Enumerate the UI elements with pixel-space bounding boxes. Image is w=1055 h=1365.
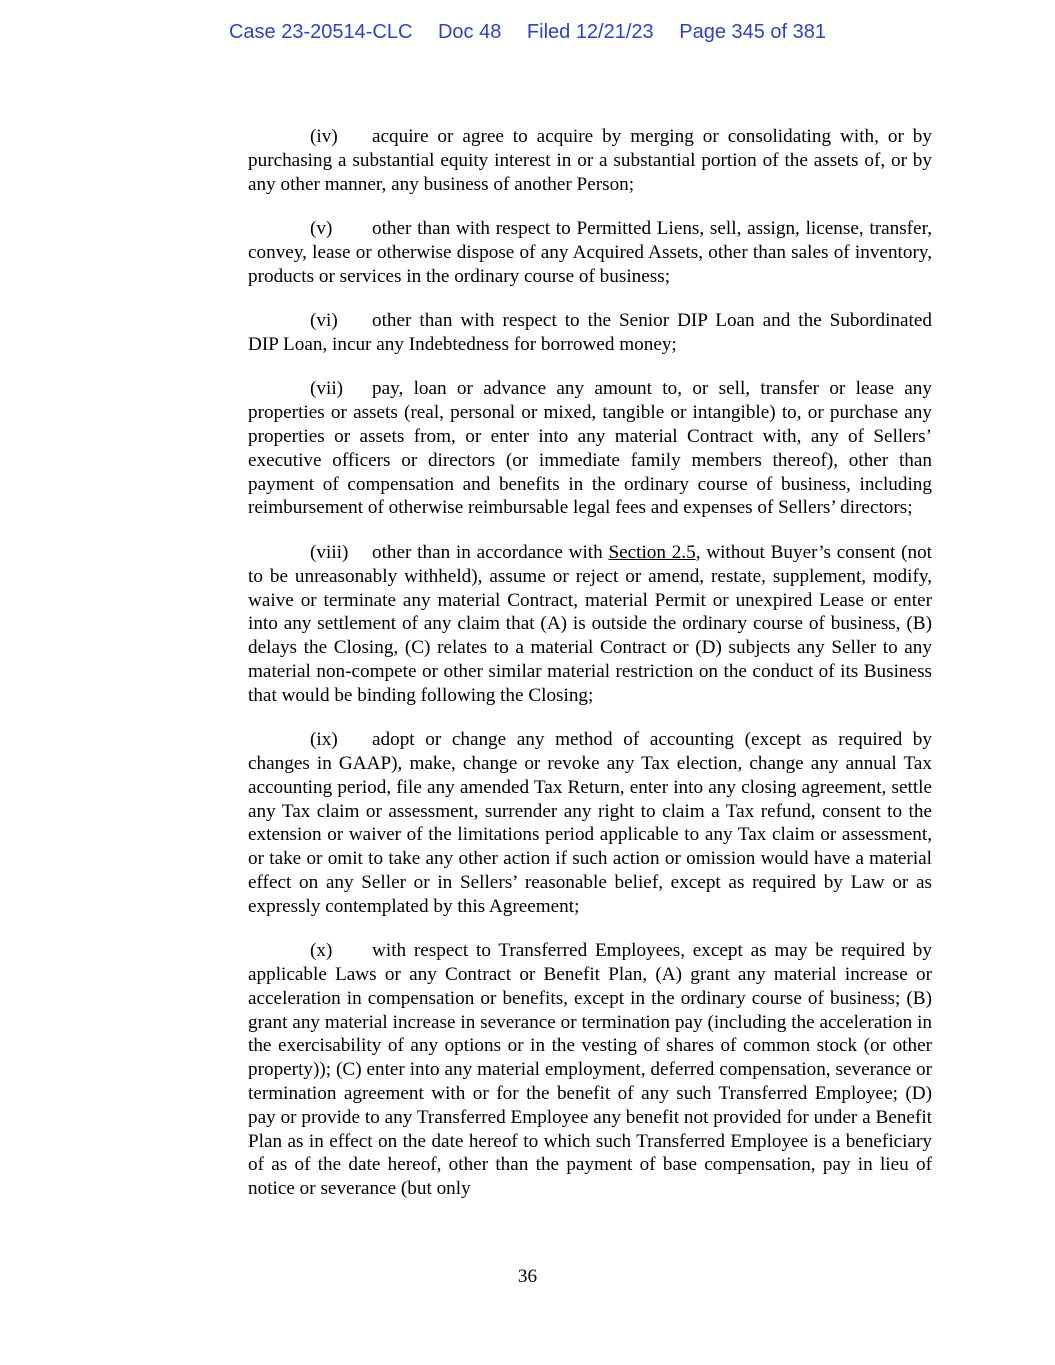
clause-iv <box>248 125 932 196</box>
page-number: 36 <box>517 1266 538 1287</box>
clause-number: (v) <box>310 218 333 240</box>
clause-text: adopt or change any method of accounting (except as required by changes in GAAP), make, change or revoke any Tax election, change any annual Tax accounting period, file any amended Tax Return, enter into any closing agreement, settle any Tax claim or assessment, surrender any right to claim a Tax refund, consent to the extension or waiver of the limitations period applicable to any Tax claim or assessment, or take or omit to take any other action if such action or omission would have a material effect on any Seller or in Sellers’ reasonable belief, except as required by Law or as expressly contemplated by this Agreement; <box>248 729 932 917</box>
clause-text: pay, loan or advance any amount to, or sell, transfer or lease any properties or assets (real, personal or mixed, tangible or intangible) to, or purchase any properties or assets from, or enter into any material Contract with, any of Sellers’ executive officers or directors (or immediate family members thereof), other than payment of compensation and benefits in the ordinary course of business, including reimbursement of otherwise reimbursable legal fees and expenses of Sellers’ directors; <box>248 378 932 519</box>
filed-date: Filed 12/21/23 <box>526 21 654 43</box>
clause-text: other than with respect to Permitted Liens, sell, assign, license, transfer, convey, lease or otherwise dispose of any Acquired Assets, other than sales of inventory, products or services in the ordinary course of business; <box>248 218 932 287</box>
clause-text: with respect to Transferred Employees, except as may be required by applicable Laws or any Contract or Benefit Plan, (A) grant any material increase or acceleration in compensation or benefits, except in the ordinary course of business; (B) grant any material increase in severance or termination pay (including the acceleration in the exercisability of any options or in the vesting of shares of common stock (or other property)); (C) enter into any material employment, deferred compensation, severance or termination agreement with or for the benefit of any such Transferred Employee; (D) pay or provide to any Transferred Employee any benefit not provided for under a Benefit Plan as in effect on the date hereof to which such Transferred Employee is a beneficiary of as of the date hereof, other than the payment of base compensation, pay in lieu of notice or severance (but only <box>248 940 932 1200</box>
clause-vii <box>248 377 932 520</box>
clause-vi <box>248 309 932 357</box>
document-body <box>248 125 932 1222</box>
clause-viii <box>248 541 932 708</box>
page-count: Page 345 of 381 <box>679 21 827 43</box>
clause-number: (iv) <box>310 126 338 147</box>
clause-number: (ix) <box>310 729 338 751</box>
clause-text: other than with respect to the Senior DIP Loan and the Subordinated DIP Loan, incur any Indebtedness for borrowed money; <box>248 310 932 355</box>
clause-text-before: other than in accordance with <box>372 541 609 563</box>
clause-text: acquire or agree to acquire by merging or consolidating with, or by purchasing a substantial equity interest in or a substantial portion of the assets of, or by any other manner, any business of another Person; <box>248 126 932 195</box>
clause-v <box>248 217 932 288</box>
case-number: Case 23-20514-CLC <box>228 21 413 43</box>
section-reference: Section 2.5 <box>608 541 696 563</box>
clause-text-after: , without Buyer’s consent (not to be unreasonably withheld), assume or reject or amend, restate, supplement, modify, waive or terminate any material Contract, material Permit or unexpired Lease or enter into any settlement of any claim that (A) is outside the ordinary course of business, (B) delays the Closing, (C) relates to a material Contract or (D) subjects any Seller to any material non-compete or other similar material restriction on the conduct of its Business that would be binding following the Closing; <box>248 541 932 706</box>
clause-number: (viii) <box>310 541 349 563</box>
clause-number: (x) <box>310 940 333 962</box>
clause-number: (vii) <box>310 378 344 400</box>
clause-ix <box>248 728 932 918</box>
clause-x <box>248 939 932 1201</box>
clause-number: (vi) <box>310 310 338 332</box>
court-filing-header <box>0 20 1055 44</box>
document-number: Doc 48 <box>437 21 502 43</box>
